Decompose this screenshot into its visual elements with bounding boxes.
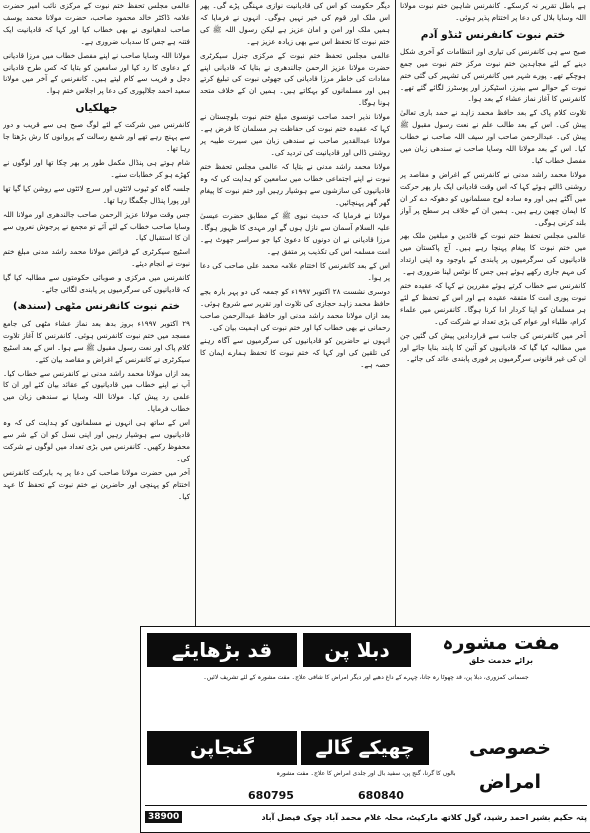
ad-fine-print-2: بالوں کا گرنا، گنج پن، سفید بال اور جلدی امراض کا علاج۔ مفت مشورہ <box>276 770 456 777</box>
left-para: آخر میں حضرت مولانا صاحب کی دعا پر یہ بابرکت کانفرنس اختتام کو پہنچی اور حاضرین نے ختم نبوت کے تحفظ کا عہد کیا۔ <box>3 467 190 501</box>
right-para: تلاوت کلام پاک کے بعد حافظ محمد زاہد نے حمد باری تعالیٰ پیش کی۔ اس کے بعد طالب علم نے نعت رسول مقبول ﷺ پیش کی۔ عبدالرحمن صاحب اور سیف اللہ صاحب نے خطاب کیا۔ اس کے بعد مولانا اللہ وسایا صاحب نے سندھی زبان میں مفصل خطاب کیا۔ <box>400 108 586 165</box>
left-para: عالمی مجلس تحفظ ختم نبوت کے مرکزی نائب امیر حضرت علامہ ڈاکٹر خالد محمود صاحب، حضرت مولانا محمد یوسف صاحب لدھیانوی نے بھی خطاب کیا اور کہا کہ قادیانیت ایک فتنہ ہے جس کا سدباب ضروری ہے۔ <box>3 1 190 46</box>
middle-para: اس کے بعد کانفرنس کا اختتام علامہ محمد علی صاحب کی دعا پر ہوا۔ <box>200 261 390 282</box>
left-para: بعد ازاں مولانا محمد راشد مدنی نے کانفرنس سے خطاب کیا۔ آپ نے اپنے خطاب میں قادیانیوں کے عقائد بیان کئے اور ان کا علمی رد پیش کیا۔ مولانا اللہ وسایا نے سندھی زبان میں خطاب فرمایا۔ <box>3 368 190 414</box>
left-para: اس کے ساتھ ہی انہوں نے مسلمانوں کو ہدایت کی کہ وہ قادیانیوں سے ہوشیار رہیں اور اپنی نسل کو ان کے شر سے محفوظ رکھیں۔ کانفرنس میں بڑی تعداد میں لوگوں نے شرکت کی۔ <box>3 418 190 463</box>
middle-para: مولانا نے فرمایا کہ حدیث نبوی ﷺ کے مطابق حضرت عیسیٰ علیہ السلام آسمان سے نازل ہوں گے اور مہدی کا ظہور ہوگا۔ مرزا قادیانی نے ان دونوں کا دعویٰ کیا جو سراسر جھوٹ ہے۔ امت مسلمہ اس کی تکذیب پر متفق ہے۔ <box>200 211 390 257</box>
left-para: ۲۹ اکتوبر ۱۹۹۷ء بروز بدھ بعد نماز عشاء مٹھی کی جامع مسجد میں ختم نبوت کانفرنس ہوئی۔ کانفرنس کا آغاز تلاوت کلام پاک اور نعت رسول مقبول ﷺ سے ہوا۔ اس کے بعد اسٹیج سیکرٹری نے کانفرنس کے اغراض و مقاصد بیان کئے۔ <box>3 318 190 364</box>
right-para: عالمی مجلس تحفظ ختم نبوت کے قائدین و مبلغین ملک بھر میں ختم نبوت کا پیغام پہنچا رہے ہیں۔ آج پاکستان میں قادیانیوں کی سرگرمیوں پر پابندی کے باوجود وہ اپنی ارتداد کی مہم جاری رکھے ہوئے ہیں جس کا نوٹس لینا ضروری ہے۔ <box>400 231 586 277</box>
ad-baldness: گنجاپن <box>147 731 297 765</box>
highlight-item: کانفرنس میں مرکزی و صوبائی حکومتوں سے مطالبہ کیا گیا کہ قادیانیوں کی سرگرمیوں پر پابندی لگائی جائے۔ <box>3 273 190 295</box>
highlight-item: اسٹیج سیکرٹری کے فرائض مولانا محمد راشد مدنی مبلغ ختم نبوت نے انجام دیئے۔ <box>3 247 190 269</box>
middle-para: انہوں نے حاضرین کو قادیانیوں کی سرگرمیوں سے آگاہ رہنے کی تلقین کی اور کہا کہ ختم نبوت کا تحفظ ہمارے ایمان کا حصہ ہے۔ <box>200 336 390 370</box>
highlights-heading: جھلکیاں <box>75 102 118 115</box>
ad-phone-3: 38900 <box>145 811 182 823</box>
left-para: مولانا اللہ وسایا صاحب نے اپنے مفصل خطاب میں مرزا قادیانی کے دعاوی کا رد کیا اور سامعین کو بتایا کہ کس طرح قادیانی دجل و فریب سے کام لیتے ہیں۔ کانفرنس کے آخر میں مولانا سعید احمد جلالپوری کی دعا پر اجلاس ختم ہوا۔ <box>3 50 190 96</box>
right-para: آخر میں کانفرنس کی جانب سے قراردادیں پیش کی گئیں جن میں مطالبہ کیا گیا کہ قادیانیوں کو آئین کا پابند بنایا جائے اور ان کی غیر قانونی سرگرمیوں پر فوری پابندی عائد کی جائے۔ <box>400 330 586 364</box>
advertisement <box>140 626 590 833</box>
column-divider <box>395 0 396 626</box>
ad-phone-2: 680840 <box>358 789 404 802</box>
middle-para: دیگر حکومت کو اس کی قادیانیت نوازی مہنگی پڑے گی۔ پھر اس ملک اور قوم کی خیر نہیں ہوگی۔ انہوں نے فرمایا کہ ہمیں ملک اور امن و امان عزیز ہے لیکن رسول اللہ ﷺ کی ختم نبوت کا تحفظ اس سے بھی زیادہ عزیز ہے۔ <box>200 1 390 46</box>
mithi-heading: ختم نبوت کانفرنس مٹھی (سندھ) <box>12 300 181 312</box>
ad-address: پتہ حکیم بشیر احمد رشید، گول کلاتھ مارکیٹ، محلہ غلام محمد آباد چوک فیصل آباد <box>261 812 587 822</box>
ad-phone-1: 680795 <box>248 789 294 802</box>
ad-special-diseases: خصوصی امراض <box>469 737 551 793</box>
highlight-item: کانفرنس میں شرکت کے لئے لوگ صبح ہی سے قریب و دور سے پہنچ رہے تھے اور شمع رسالت کے پروانوں کا رش بڑھتا جا رہا تھا۔ <box>3 120 190 154</box>
middle-para: عالمی مجلس تحفظ ختم نبوت کے مرکزی جنرل سیکرٹری حضرت مولانا عزیز الرحمن جالندھری نے بتایا کہ قادیانی اپنے مفادات کی خاطر مرزا قادیانی کی جھوٹی نبوت کی تبلیغ کرتے ہیں اور مسلمانوں کو بہکاتے ہیں۔ ہمیں ان کے خلاف متحد ہونا ہوگا۔ <box>200 50 390 108</box>
ad-fine-print: جسمانی کمزوری، دبلا پن، قد چھوٹا رہ جانا، چہرے کے داغ دھبے اور دیگر امراض کا شافی علاج۔ مفت مشورہ کے لئے تشریف لائیں۔ <box>203 674 529 681</box>
ad-free-advice-text: مفت مشورہ <box>442 632 560 654</box>
middle-para: دوسری نشست ۲۸ اکتوبر ۱۹۹۷ء کو جمعہ کی دو پہر بارہ بجے حافظ محمد زاہد حجازی کی تلاوت اور تقریر سے شروع ہوئی۔ بعد ازاں مولانا محمد راشد مدنی اور حافظ عبدالرحمن صاحب رحمانی نے بھی خطاب کیا اور ختم نبوت کی اہمیت بیان کی۔ <box>200 286 390 332</box>
middle-column <box>200 0 390 622</box>
ad-pale-cheeks: چھیکے گالے <box>301 731 429 765</box>
right-para: صبح سے ہی کانفرنس کی تیاری اور انتظامات کو آخری شکل دینے کے لئے مجاہدین ختم نبوت مرکز ختم نبوت میں جمع ہوچکے تھے۔ پورے شہر میں کانفرنس کی تشہیر کی گئی ختم نبوت کے حوالے سے بینرز، اسٹیکرز اور پوسٹرز لگائے گئے تھے۔ کانفرنس کا آغاز نماز عشاء کے بعد ہوا۔ <box>400 46 586 104</box>
right-para: کانفرنس سے خطاب کرتے ہوئے مقررین نے کہا کہ عقیدہ ختم نبوت پوری امت کا متفقہ عقیدہ ہے اور اس کے تحفظ کے لئے ہر مسلمان کو اپنا کردار ادا کرنا ہوگا۔ کانفرنس میں علماء کرام، طلباء اور عوام کی بڑی تعداد نے شرکت کی۔ <box>400 281 586 326</box>
highlight-item: شام ہوتے ہی پنڈال مکمل طور پر بھر چکا تھا اور لوگوں نے کھڑے ہو کر خطابات سنے۔ <box>3 157 190 179</box>
ad-slogan-thinness: دبلا پن <box>303 633 411 667</box>
highlight-item: جلسہ گاہ کو ٹیوب لائٹوں اور سرچ لائٹوں سے روشن کیا گیا تھا اور پورا پنڈال جگمگا رہا تھا۔ <box>3 183 190 205</box>
column-divider <box>195 0 196 626</box>
ad-address-bar <box>145 805 587 828</box>
middle-para: مولانا نذیر احمد صاحب تونسوی مبلغ ختم نبوت بلوچستان نے کہا کہ عقیدہ ختم نبوت کی حفاظت ہر مسلمان کا فرض ہے۔ مولانا عبدالقدیر صاحب نے سندھی زبان میں سیرت طیبہ پر روشنی ڈالی اور قادیانیت کی تردید کی۔ <box>200 112 390 157</box>
ad-slogan-height: قد بڑھایئے <box>147 633 297 667</box>
right-heading: ختم نبوت کانفرنس ٹنڈو آدم <box>420 28 566 41</box>
ad-slogan-free-advice <box>417 631 585 669</box>
ad-free-advice-sub: برائے خدمت خلق <box>468 656 534 665</box>
right-intro: ہے باطل تقریر نہ کرسکے۔ کانفرنس شاہین ختم نبوت مولانا اللہ وسایا بلال کی دعا پر اختتام پذیر ہوئی۔ <box>400 1 586 22</box>
right-para: مولانا محمد راشد مدنی نے کانفرنس کے اغراض و مقاصد پر روشنی ڈالتے ہوئے کہا کہ اس وقت قادیانی ایک بار پھر حرکت میں آگئے ہیں اور وہ سادہ لوح مسلمانوں کو دھوکہ دے کر ان کا ایمان چھین رہے ہیں۔ ہمیں ان کے خلاف ہر سطح پر آواز بلند کرنی ہوگی۔ <box>400 169 586 227</box>
middle-para: مولانا محمد راشد مدنی نے بتایا کہ عالمی مجلس تحفظ ختم نبوت نے اپنے اجتماعی خطاب میں سامعین کو ہدایت کی کہ وہ قادیانیوں کی سازشوں سے ہوشیار رہیں اور ختم نبوت کا پیغام گھر گھر پہنچائیں۔ <box>200 161 390 207</box>
highlight-item: جس وقت مولانا عزیز الرحمن صاحب جالندھری اور مولانا اللہ وسایا صاحب خطاب کے لئے آئے تو مجمع نے پرجوش نعروں سے ان کا استقبال کیا۔ <box>3 209 190 243</box>
